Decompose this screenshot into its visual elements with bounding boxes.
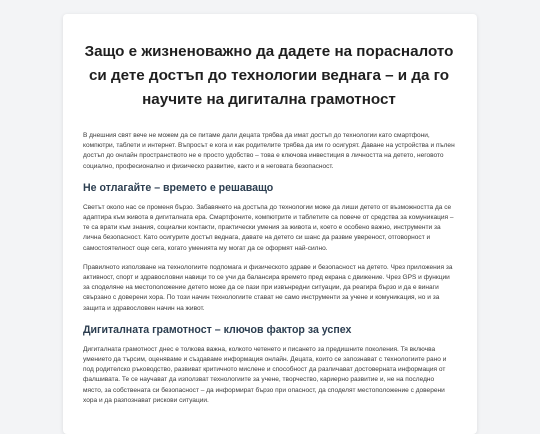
paragraph: Дигиталната грамотност днес е толкова важна, колкото четенето и писането за предишните поколения. Тя включва умението да търсим, оценяваме и създаваме информация онлайн. Децата, които се запознават с технологиите рано и под родителско ръководство, развиват критичното мислене и способност да различават достоверната информация от фалшивата. Те се научават да използват технологиите за учене, творчество, кариерно развитие и, не на последно място, за собствената си безопасност – да информират бързо при опасност, да споделят местоположение с доверени хора и да разпознават рискови ситуации. — [83, 345, 447, 404]
section-heading-digital-literacy: Дигиталната грамотност – ключов фактор за успех — [83, 323, 352, 336]
article-title: Защо е жизненоважно да дадете на порасналото си дете достъп до технологии веднага – и да го научите на дигитална грамотност — [84, 43, 454, 108]
article-card — [63, 14, 477, 434]
paragraph: Светът около нас се променя бързо. Забавянето на достъпа до технологии може да лиши детето от възможността да се адаптира към живота в дигиталната ера. Смартфоните, компютрите и таблетите са повече от средства за комуникация – те са врати към знания, социални контакти, практически умения за живота и, което е особено важно, инструменти за лична безопасност. Като осигурите достъп веднага, давате на детето си шанс да развие увереност, отговорност и самостоятелност още сега, когато уменията му могат да се оформят най-силно. — [83, 203, 454, 252]
intro-paragraph: В днешния свят вече не можем да се питаме дали децата трябва да имат достъп до технологии като смартфони, компютри, таблети и интернет. Въпросът е кога и как родителите трябва да им го осигурят. Даване на устройства и пълен достъп до онлайн пространството не е просто удобство – това е ключова инвестиция в личността на детето, неговото социално, професионално и физическо развитие, както и в неговата безопасност. — [83, 132, 455, 170]
paragraph: Правилното използване на технологиите подпомага и физическото здраве и безопасност на детето. Чрез приложения за активност, спорт и здравословни навици то се учи да балансира времето пред екрана с движение. Чрез GPS и функции за споделяне на местоположение детето може да се пази при извънредни ситуации, да реагира бързо и да е винаги свързано с доверени хора. По този начин технологиите стават не само инструменти за учене и комуникация, но и за защита и здравословен начин на живот. — [83, 263, 453, 312]
section-heading-urgency: Не отлагайте – времето е решаващо — [83, 181, 274, 194]
